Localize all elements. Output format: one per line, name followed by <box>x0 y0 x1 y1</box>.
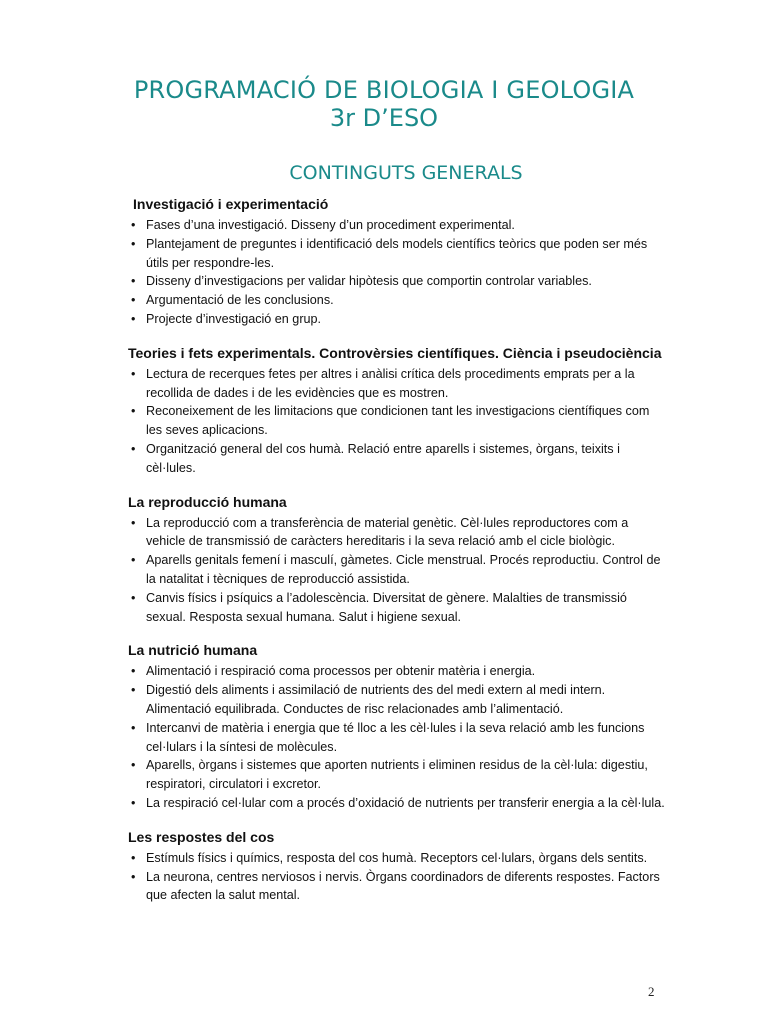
list-item-text: Disseny d’investigacions per validar hipòtesis que comportin controlar variables. <box>146 274 592 289</box>
content-section <box>128 194 668 329</box>
bullet-icon: • <box>131 683 136 698</box>
bullet-icon: • <box>131 758 136 773</box>
list-item-text: Argumentació de les conclusions. <box>146 293 334 308</box>
list-item-text: Lectura de recerques fetes per altres i anàlisi crítica dels procediments emprats per a la recollida de dades i de les evidències que es mostren. <box>146 366 635 400</box>
list-item-text: Reconeixement de les limitacions que condicionen tant les investigacions científiques com les seves aplicacions. <box>146 404 650 438</box>
list-item-text: Canvis físics i psíquics a l’adolescència. Diversitat de gènere. Malalties de transmissió sexual. Resposta sexual humana. Salut i higiene sexual. <box>146 590 627 624</box>
list-item-text: Projecte d’investigació en grup. <box>146 311 322 326</box>
list-item-text: Aparells, òrgans i sistemes que aporten nutrients i eliminen residus de la cèl·lula: digestiu, respiratori, circulatori i excretor. <box>146 758 648 792</box>
bullet-icon: • <box>131 515 136 530</box>
page-number: 2 <box>648 984 655 999</box>
section-heading: La nutrició humana <box>128 642 258 659</box>
list-item-text: Plantejament de preguntes i identificació dels models científics teòrics que poden ser més útils per respondre-les. <box>146 236 648 270</box>
list-item <box>128 216 668 235</box>
list-item <box>128 235 668 273</box>
list-item <box>128 440 668 478</box>
list-item <box>128 681 668 719</box>
list-item-text: Organització general del cos humà. Relació entre aparells i sistemes, òrgans, teixits i cèl·lules. <box>146 441 620 475</box>
list-item <box>128 756 668 794</box>
page-title-course: 3r D’ESO <box>329 104 439 132</box>
list-item <box>128 365 668 403</box>
list-item <box>128 551 668 589</box>
bullet-list <box>128 514 668 627</box>
bullet-icon: • <box>131 404 136 419</box>
section-title: CONTINGUTS GENERALS <box>289 162 523 184</box>
list-item <box>128 402 668 440</box>
list-item <box>128 849 668 868</box>
bullet-icon: • <box>131 720 136 735</box>
bullet-icon: • <box>131 311 136 326</box>
bullet-icon: • <box>131 795 136 810</box>
section-heading: Teories i fets experimentals. Controvèrsies científiques. Ciència i pseudociència <box>128 344 662 361</box>
bullet-icon: • <box>131 441 136 456</box>
bullet-icon: • <box>131 590 136 605</box>
bullet-list <box>128 216 668 329</box>
bullet-icon: • <box>131 293 136 308</box>
content-section <box>128 640 668 812</box>
bullet-icon: • <box>131 366 136 381</box>
bullet-list <box>128 662 668 812</box>
list-item <box>128 589 668 627</box>
bullet-icon: • <box>131 664 136 679</box>
section-heading: Investigació i experimentació <box>133 196 329 212</box>
content-list <box>128 194 668 919</box>
list-item-text: La reproducció com a transferència de material genètic. Cèl·lules reproductores com a vehicle de transmissió de caràcters hereditaris i la seva relació amb el cicle biològic. <box>146 515 629 549</box>
bullet-icon: • <box>131 869 136 884</box>
bullet-icon: • <box>131 553 136 568</box>
section-heading: La reproducció humana <box>128 493 287 510</box>
list-item <box>128 272 668 291</box>
list-item <box>128 719 668 757</box>
list-item-text: Alimentació i respiració coma processos per obtenir matèria i energia. <box>146 664 536 679</box>
list-item-text: Digestió dels aliments i assimilació de nutrients des del medi extern al medi intern. Alimentació equilibrada. Conductes de risc relacionades amb l’alimentació. <box>146 683 606 716</box>
bullet-list <box>128 849 668 905</box>
page-title: PROGRAMACIÓ DE BIOLOGIA I GEOLOGIA <box>133 76 635 104</box>
bullet-icon: • <box>131 850 136 865</box>
bullet-icon: • <box>131 236 136 251</box>
content-section <box>128 827 668 905</box>
list-item-text: La neurona, centres nerviosos i nervis. Òrgans coordinadors de diferents respostes. Factors que afecten la salut mental. <box>146 869 660 903</box>
list-item-text: Aparells genitals femení i masculí, gàmetes. Cicle menstrual. Procés reproductiu. Control de la natalitat i tècniques de reproducció assistida. <box>146 553 661 586</box>
list-item <box>128 868 668 906</box>
list-item <box>128 310 668 329</box>
list-item <box>128 662 668 681</box>
list-item <box>128 291 668 310</box>
bullet-list <box>128 365 668 478</box>
bullet-icon: • <box>131 218 136 232</box>
list-item <box>128 514 668 552</box>
list-item-text: Intercanvi de matèria i energia que té lloc a les cèl·lules i la seva relació amb les funcions cel·lulars i la síntesi de molècules. <box>146 720 645 754</box>
list-item <box>128 794 668 813</box>
content-section <box>128 343 668 478</box>
list-item-text: La respiració cel·lular com a procés d’oxidació de nutrients per transferir energia a la cèl·lula. <box>146 795 665 810</box>
list-item-text: Estímuls físics i químics, resposta del cos humà. Receptors cel·lulars, òrgans dels sentits. <box>146 850 648 865</box>
content-section <box>128 492 668 627</box>
section-heading: Les respostes del cos <box>128 828 275 845</box>
list-item-text: Fases d’una investigació. Disseny d’un procediment experimental. <box>146 218 515 232</box>
bullet-icon: • <box>131 274 136 289</box>
